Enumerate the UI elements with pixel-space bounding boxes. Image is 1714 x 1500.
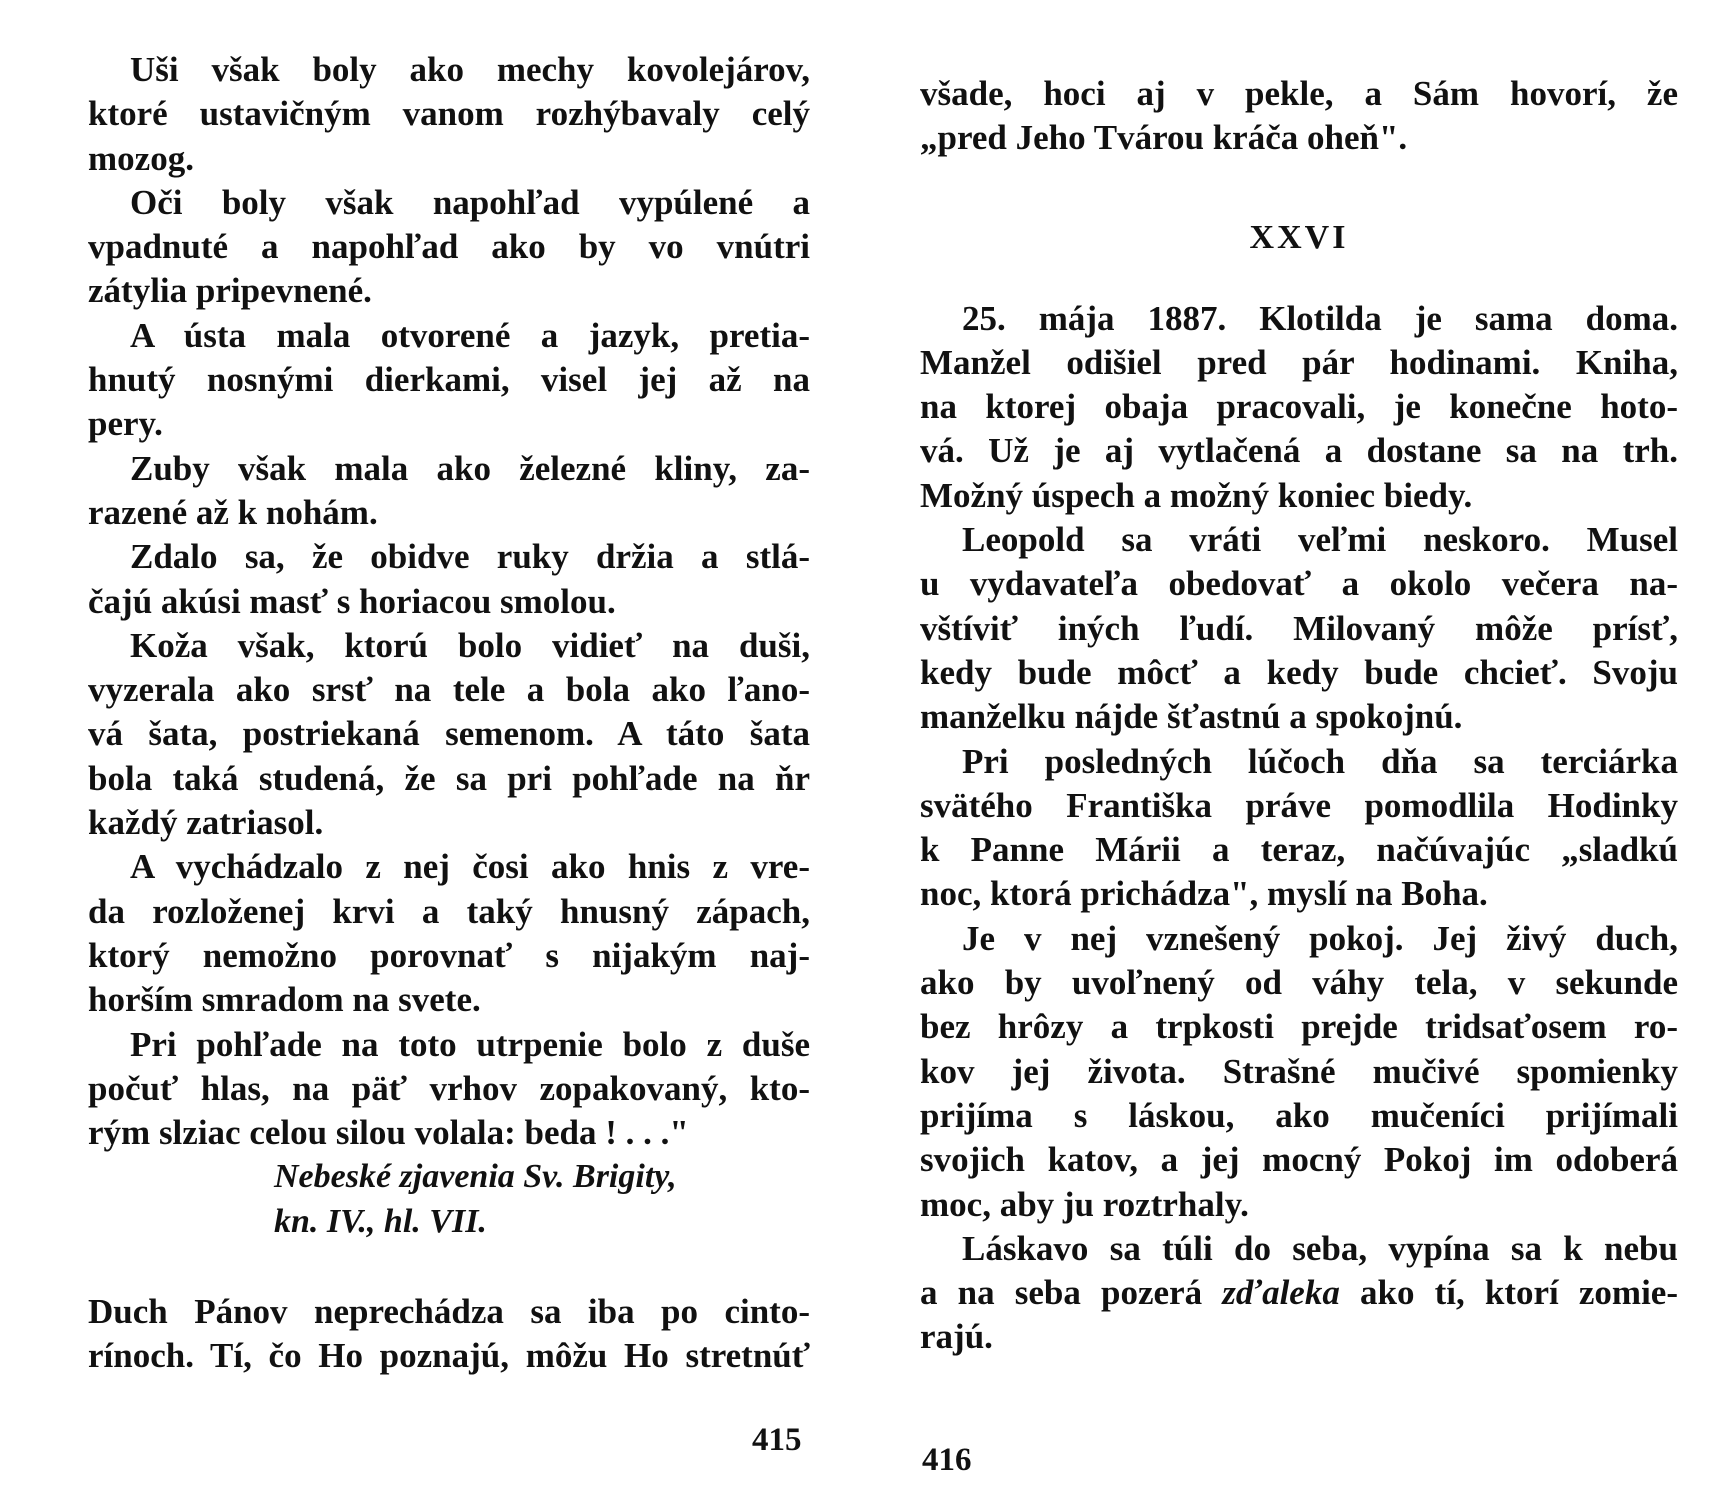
final-line-part-3: ako tí, ktorí zomie- (1339, 1273, 1678, 1313)
text-line: Uši však boly ako mechy kovolejárov, (130, 50, 810, 89)
left-page-body (88, 48, 810, 1155)
right-final-line (920, 1271, 1678, 1315)
left-page (88, 48, 810, 1379)
text-line: zátylia pripevnené. (88, 271, 372, 311)
text-line: vá šata, postriekaná semenom. A táto šata (88, 714, 810, 754)
text-line: svätého Františka práve pomodlila Hodinky (920, 785, 1678, 825)
right-opening-paragraph (920, 72, 1678, 161)
text-line: ako by uvoľnený od váhy tela, v sekunde (920, 963, 1678, 1003)
text-line: „pred Jeho Tvárou kráča oheň". (920, 118, 1408, 158)
text-line: bez hrôzy a trpkosti prejde tridsaťosem ro- (920, 1007, 1678, 1047)
text-line: všade, hoci aj v pekle, a Sám hovorí, že (920, 74, 1678, 113)
text-line: Zuby však mala ako železné kliny, za- (130, 448, 810, 488)
right-page-body (920, 297, 1678, 1272)
text-line: kedy bude môcť a kedy bude chcieť. Svoju (920, 652, 1678, 692)
text-line: rínoch. Tí, čo Ho poznajú, môžu Ho stretnúť (88, 1336, 810, 1376)
page-number-right: 416 (922, 1442, 972, 1478)
text-line: vyzerala ako srsť na tele a bola ako ľano- (88, 670, 810, 710)
final-line-part-1: a na seba pozerá (920, 1273, 1223, 1313)
text-line: kov jej života. Strašné mučivé spomienky (920, 1051, 1678, 1091)
text-line: vpadnuté a napohľad ako by vo vnútri (88, 227, 810, 267)
text-line: vštíviť iných ľudí. Milovaný môže prísť, (920, 608, 1678, 648)
text-line: da rozloženej krvi a taký hnusný zápach, (88, 891, 810, 931)
final-line-italic: zďaleka (1222, 1273, 1340, 1313)
right-page (920, 72, 1678, 1360)
text-line: Zdalo sa, že obidve ruky držia a stlá- (130, 537, 810, 577)
text-line: Oči boly však napohľad vypúlené a (130, 182, 810, 222)
text-line: Manžel odišiel pred pár hodinami. Kniha, (920, 342, 1678, 382)
text-line: horším smradom na svete. (88, 980, 481, 1020)
text-line: počuť hlas, na päť vrhov zopakovaný, kto- (88, 1068, 810, 1108)
text-line: hnutý nosnými dierkami, visel jej až na (88, 360, 810, 400)
text-line: Duch Pánov neprechádza sa iba po cinto- (88, 1292, 810, 1332)
text-line: vá. Už je aj vytlačená a dostane sa na trh. (920, 431, 1678, 471)
text-line: Pri pohľade na toto utrpenie bolo z duše (130, 1024, 810, 1064)
text-line: Koža však, ktorú bolo vidieť na duši, (130, 625, 810, 665)
text-line: A ústa mala otvorené a jazyk, pretia- (130, 315, 810, 355)
text-line: moc, aby ju roztrhaly. (920, 1184, 1249, 1224)
text-line: každý zatriasol. (88, 803, 324, 843)
citation-line-2: kn. IV., hl. VII. (274, 1202, 487, 1240)
left-closing-paragraph (88, 1290, 810, 1379)
text-line: čajú akúsi masť s horiacou smolou. (88, 581, 616, 621)
text-line: pery. (88, 404, 163, 444)
text-line: razené až k nohám. (88, 492, 378, 532)
text-line: u vydavateľa obedovať a okolo večera na- (920, 564, 1678, 604)
text-line: 25. mája 1887. Klotilda je sama doma. (962, 298, 1678, 338)
text-line: Je v nej vznešený pokoj. Jej živý duch, (962, 918, 1678, 958)
text-line: prijíma s láskou, ako mučeníci prijímali (920, 1095, 1678, 1135)
text-line: bola taká studená, že sa pri pohľade na ňr (88, 758, 810, 798)
text-line: svojich katov, a jej mocný Pokoj im odoberá (920, 1140, 1678, 1180)
text-line: A vychádzalo z nej čosi ako hnis z vre- (130, 847, 810, 887)
text-line: Leopold sa vráti veľmi neskoro. Musel (962, 520, 1678, 560)
citation-line-1: Nebeské zjavenia Sv. Brigity, (274, 1158, 677, 1196)
text-line: na ktorej obaja pracovali, je konečne hoto- (920, 387, 1678, 427)
text-line: mozog. (88, 138, 194, 178)
text-line: Láskavo sa túli do seba, vypína sa k nebu (962, 1228, 1678, 1268)
text-line: Pri posledných lúčoch dňa sa terciárka (962, 741, 1678, 781)
text-line: Možný úspech a možný koniec biedy. (920, 475, 1473, 515)
text-line: ktorý nemožno porovnať s nijakým naj- (88, 935, 810, 975)
text-line: noc, ktorá prichádza", myslí na Boha. (920, 874, 1488, 914)
text-line: k Panne Márii a teraz, načúvajúc „sladkú (920, 830, 1678, 870)
page-number-left: 415 (752, 1422, 802, 1458)
chapter-heading: XXVI (1249, 218, 1349, 256)
text-line: manželku nájde šťastnú a spokojnú. (920, 697, 1463, 737)
right-final-word: rajú. (920, 1317, 993, 1357)
text-line: rým slziac celou silou volala: beda ! . . ." (88, 1113, 689, 1153)
text-line: ktoré ustavičným vanom rozhýbavaly celý (88, 94, 810, 134)
